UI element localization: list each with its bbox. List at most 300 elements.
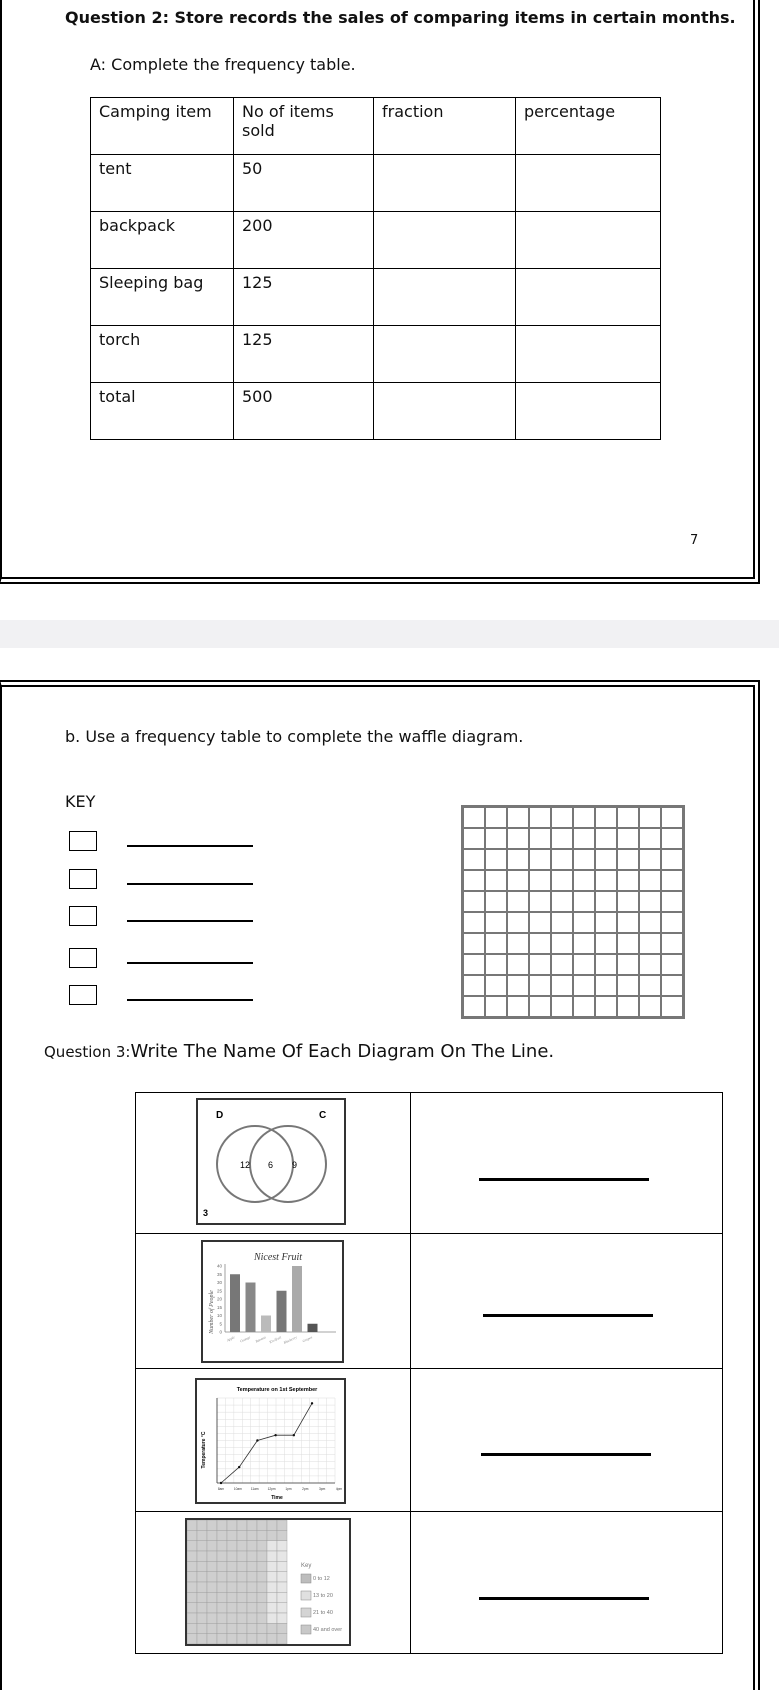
pictogram-diagram [185,1518,351,1646]
waffle-cell[interactable] [617,891,639,912]
waffle-cell[interactable] [639,975,661,996]
frequency-table [90,97,661,440]
bar-category-label: Apple [226,1335,236,1343]
sold-cell: 125 [234,269,374,326]
key-color-box[interactable] [69,869,97,889]
waffle-cell[interactable] [551,870,573,891]
temperature-point [220,1482,222,1484]
pictogram-cell [247,1561,257,1571]
pictogram-cell [277,1613,287,1623]
waffle-cell[interactable] [551,954,573,975]
waffle-cell[interactable] [617,807,639,828]
bar-category-label: Grapes [301,1335,313,1344]
pictogram-cell [257,1634,267,1644]
venn-value-both: 6 [268,1160,274,1170]
waffle-cell[interactable] [529,912,551,933]
waffle-cell[interactable] [507,891,529,912]
temperature-point [274,1434,276,1436]
waffle-cell[interactable] [661,828,683,849]
waffle-cell[interactable] [507,828,529,849]
bar-banana [261,1316,271,1333]
waffle-cell[interactable] [661,807,683,828]
pictogram-cell [207,1520,217,1530]
pictogram-cell [247,1613,257,1623]
pictogram-cell [187,1541,197,1551]
waffle-cell[interactable] [551,933,573,954]
waffle-cell[interactable] [507,975,529,996]
bar-y-tick: 0 [219,1329,222,1335]
percentage-cell[interactable] [516,326,661,383]
key-answer-line[interactable] [127,883,253,885]
pictogram-cell [227,1592,237,1602]
key-answer-line[interactable] [127,999,253,1001]
table-row [91,383,661,440]
pictogram-key-swatch [301,1574,311,1583]
waffle-cell[interactable] [551,807,573,828]
pictogram-cell [217,1603,227,1613]
key-color-box[interactable] [69,831,97,851]
waffle-cell[interactable] [463,954,485,975]
pictogram-cell [187,1582,197,1592]
waffle-cell[interactable] [485,954,507,975]
header-items-sold: No of items sold [234,98,374,155]
item-cell: backpack [91,212,234,269]
item-cell: total [91,383,234,440]
percentage-cell[interactable] [516,269,661,326]
line-graph [195,1378,346,1504]
waffle-cell[interactable] [485,828,507,849]
bar-y-tick: 35 [216,1271,222,1277]
pictogram-cell [247,1592,257,1602]
pictogram-cell [207,1592,217,1602]
pictogram-cell [267,1541,277,1551]
pictogram-cell [217,1634,227,1644]
waffle-cell[interactable] [639,870,661,891]
table-row [91,155,661,212]
waffle-cell[interactable] [463,849,485,870]
fraction-cell[interactable] [374,269,516,326]
pictogram-cell [247,1551,257,1561]
pictogram-cell [257,1551,267,1561]
pictogram-key-item: 13 to 20 [313,1593,333,1599]
pictogram-cell [257,1603,267,1613]
page-separator [0,620,779,648]
part-b-instruction: b. Use a frequency table to complete the waffle diagram. [65,727,524,746]
waffle-cell[interactable] [463,933,485,954]
bar-y-tick: 5 [219,1321,222,1327]
pictogram-cell [277,1623,287,1633]
pictogram-cell [247,1634,257,1644]
bar-y-tick: 10 [216,1313,222,1318]
pictogram-cell [237,1623,247,1633]
line-x-tick: 10am [233,1487,242,1491]
bar-kiwifruit [277,1291,287,1332]
venn-label-c: C [319,1110,327,1121]
pictogram-cell [217,1541,227,1551]
pictogram-cell [227,1561,237,1571]
pictogram-cell [247,1582,257,1592]
sold-cell: 125 [234,326,374,383]
temperature-point [293,1434,295,1436]
line-x-tick: 4pm [335,1487,343,1491]
page-number: 7 [690,533,699,548]
pictogram-cell [187,1551,197,1561]
waffle-cell[interactable] [617,828,639,849]
item-cell: torch [91,326,234,383]
pictogram-cell [237,1634,247,1644]
pictogram-cell [247,1623,257,1633]
pictogram-cell [217,1520,227,1530]
waffle-cell[interactable] [485,891,507,912]
waffle-cell[interactable] [573,996,595,1017]
pictogram-cell [257,1520,267,1530]
pictogram-cell [257,1530,267,1540]
pictogram-cell [247,1520,257,1530]
bar-y-tick: 40 [216,1263,222,1269]
pictogram-cell [227,1572,237,1582]
answer-line-bar[interactable] [483,1314,653,1317]
pictogram-cell [237,1582,247,1592]
waffle-cell[interactable] [573,912,595,933]
bar-category-label: Banana [254,1335,267,1344]
pictogram-cell [277,1551,287,1561]
bar-y-tick: 30 [216,1280,222,1285]
pictogram-cell [237,1613,247,1623]
pictogram-cell [197,1530,207,1540]
waffle-cell[interactable] [507,849,529,870]
pictogram-cell [197,1623,207,1633]
pictogram-cell [237,1592,247,1602]
key-color-box[interactable] [69,985,97,1005]
fraction-cell[interactable] [374,383,516,440]
key-answer-line[interactable] [127,845,253,847]
pictogram-cell [267,1582,277,1592]
pictogram-cell [207,1572,217,1582]
bar-blueberry [292,1266,302,1332]
header-percentage: percentage [516,98,661,155]
pictogram-cell [197,1613,207,1623]
pictogram-cell [227,1520,237,1530]
pictogram-cell [267,1561,277,1571]
waffle-cell[interactable] [661,975,683,996]
fraction-cell[interactable] [374,212,516,269]
waffle-cell[interactable] [595,870,617,891]
waffle-cell[interactable] [529,891,551,912]
pictogram-cell [277,1561,287,1571]
pictogram-cell [227,1541,237,1551]
waffle-cell[interactable] [529,975,551,996]
pictogram-cell [257,1592,267,1602]
pictogram-cell [197,1603,207,1613]
waffle-cell[interactable] [507,996,529,1017]
venn-value-d-only: 12 [240,1160,251,1170]
pictogram-cell [237,1603,247,1613]
pictogram-cell [227,1623,237,1633]
line-x-tick: 3pm [319,1487,326,1491]
pictogram-cell [247,1530,257,1540]
table-header-row [91,98,661,155]
answer-line-line[interactable] [481,1453,651,1456]
pictogram-key-swatch [301,1608,311,1617]
waffle-cell[interactable] [507,933,529,954]
waffle-cell[interactable] [551,891,573,912]
pictogram-key-item: 40 and over [313,1627,343,1633]
waffle-cell[interactable] [639,807,661,828]
pictogram-cell [257,1541,267,1551]
waffle-cell[interactable] [595,933,617,954]
waffle-cell[interactable] [617,849,639,870]
pictogram-cell [237,1530,247,1540]
bar-chart-ylabel: Number of People [209,1290,215,1334]
waffle-cell[interactable] [595,954,617,975]
pictogram-cell [197,1520,207,1530]
waffle-cell[interactable] [639,912,661,933]
percentage-cell[interactable] [516,155,661,212]
key-answer-line[interactable] [127,920,253,922]
bar-grapes [308,1324,318,1332]
waffle-cell[interactable] [507,807,529,828]
pictogram-cell [257,1623,267,1633]
pictogram-cell [197,1551,207,1561]
waffle-cell[interactable] [617,996,639,1017]
pictogram-cell [187,1572,197,1582]
waffle-cell[interactable] [485,807,507,828]
waffle-cell[interactable] [529,870,551,891]
waffle-cell[interactable] [573,933,595,954]
waffle-cell[interactable] [573,954,595,975]
pictogram-cell [207,1561,217,1571]
pictogram-cell [257,1561,267,1571]
waffle-cell[interactable] [507,870,529,891]
key-answer-line[interactable] [127,962,253,964]
pictogram-key-item: 0 to 12 [313,1576,330,1582]
line-graph-svg [197,1380,344,1502]
pictogram-cell [207,1582,217,1592]
line-x-tick: 11am [250,1487,259,1491]
waffle-cell[interactable] [639,954,661,975]
waffle-cell[interactable] [661,954,683,975]
temperature-series-line [221,1403,312,1483]
pictogram-cell [247,1603,257,1613]
waffle-cell[interactable] [639,891,661,912]
answer-line-pictogram[interactable] [479,1597,649,1600]
waffle-cell[interactable] [463,891,485,912]
question-3-heading [44,1041,554,1062]
pictogram-svg [187,1520,349,1644]
waffle-cell[interactable] [639,933,661,954]
pictogram-cell [227,1530,237,1540]
venn-svg [198,1100,344,1223]
waffle-cell[interactable] [639,828,661,849]
waffle-cell[interactable] [463,975,485,996]
waffle-cell[interactable] [463,912,485,933]
question-2-title: Question 2: Store records the sales of comparing items in certain months. [65,8,736,27]
pictogram-key-swatch [301,1591,311,1600]
pictogram-cell [217,1572,227,1582]
line-graph-ylabel: Temperature °C [201,1431,207,1469]
waffle-cell[interactable] [661,870,683,891]
waffle-cell[interactable] [573,849,595,870]
pictogram-cell [197,1582,207,1592]
waffle-cell[interactable] [463,996,485,1017]
pictogram-cell [217,1623,227,1633]
pictogram-cell [227,1603,237,1613]
pictogram-key-title: Key [301,1563,312,1569]
question-3-text: Write The Name Of Each Diagram On The Line. [130,1041,555,1062]
waffle-cell[interactable] [529,996,551,1017]
waffle-cell[interactable] [661,891,683,912]
bar-y-tick: 15 [216,1304,222,1310]
bar-chart-title: Nicest Fruit [253,1252,303,1263]
waffle-cell[interactable] [573,870,595,891]
fraction-cell[interactable] [374,326,516,383]
waffle-cell[interactable] [617,954,639,975]
pictogram-cell [207,1530,217,1540]
line-x-tick: 8am [217,1487,225,1491]
waffle-cell[interactable] [595,996,617,1017]
waffle-cell[interactable] [573,828,595,849]
waffle-cell[interactable] [551,828,573,849]
sold-cell: 50 [234,155,374,212]
waffle-cell[interactable] [573,975,595,996]
waffle-cell[interactable] [529,828,551,849]
pictogram-cell [197,1592,207,1602]
pictogram-cell [227,1582,237,1592]
waffle-cell[interactable] [551,849,573,870]
waffle-cell[interactable] [617,912,639,933]
bar-apple [230,1274,240,1332]
bar-orange [246,1283,256,1333]
pictogram-cell [277,1572,287,1582]
pictogram-cell [267,1603,277,1613]
waffle-cell[interactable] [595,807,617,828]
pictogram-key-item: 21 to 40 [313,1610,333,1616]
pictogram-cell [227,1551,237,1561]
pictogram-cell [267,1530,277,1540]
sold-cell: 200 [234,212,374,269]
waffle-cell[interactable] [485,870,507,891]
waffle-cell[interactable] [485,996,507,1017]
bar-category-label: Blueberry [283,1335,298,1345]
percentage-cell[interactable] [516,212,661,269]
pictogram-cell [277,1541,287,1551]
pictogram-cell [187,1592,197,1602]
waffle-cell[interactable] [595,828,617,849]
fraction-cell[interactable] [374,155,516,212]
temperature-point [311,1402,313,1404]
diagram-row-venn [136,1093,723,1234]
waffle-cell[interactable] [529,807,551,828]
pictogram-cell [187,1613,197,1623]
waffle-cell[interactable] [463,807,485,828]
waffle-cell[interactable] [617,975,639,996]
line-graph-title: Temperature on 1st September [236,1387,318,1393]
waffle-cell[interactable] [595,891,617,912]
waffle-cell[interactable] [485,912,507,933]
waffle-cell[interactable] [485,849,507,870]
part-a-instruction: A: Complete the frequency table. [90,55,356,74]
waffle-cell[interactable] [639,996,661,1017]
pictogram-cell [207,1613,217,1623]
waffle-cell[interactable] [661,912,683,933]
pictogram-cell [267,1520,277,1530]
pictogram-cell [267,1592,277,1602]
diagram-row-line [136,1369,723,1512]
waffle-cell[interactable] [507,954,529,975]
waffle-cell[interactable] [485,933,507,954]
waffle-cell[interactable] [551,996,573,1017]
waffle-cell[interactable] [463,828,485,849]
waffle-cell[interactable] [551,975,573,996]
key-color-box[interactable] [69,906,97,926]
venn-circle-d [217,1126,293,1202]
line-graph-xlabel: Time [271,1495,283,1501]
pictogram-cell [267,1613,277,1623]
pictogram-cell [197,1561,207,1571]
waffle-cell[interactable] [573,807,595,828]
pictogram-cell [237,1541,247,1551]
waffle-cell[interactable] [507,912,529,933]
waffle-cell[interactable] [485,975,507,996]
waffle-cell[interactable] [661,933,683,954]
venn-circle-c [250,1126,326,1202]
waffle-cell[interactable] [595,912,617,933]
pictogram-cell [217,1561,227,1571]
waffle-cell[interactable] [661,996,683,1017]
pictogram-cell [257,1572,267,1582]
pictogram-cell [277,1592,287,1602]
pictogram-cell [277,1520,287,1530]
waffle-cell[interactable] [573,891,595,912]
bar-chart [201,1240,344,1363]
waffle-cell[interactable] [529,954,551,975]
pictogram-cell [277,1530,287,1540]
answer-line-venn[interactable] [479,1178,649,1181]
pictogram-cell [207,1551,217,1561]
waffle-cell[interactable] [463,870,485,891]
pictogram-cell [207,1634,217,1644]
table-row [91,326,661,383]
pictogram-cell [217,1592,227,1602]
pictogram-cell [277,1634,287,1644]
venn-value-outside: 3 [203,1208,209,1218]
waffle-diagram-grid[interactable] [461,805,685,1019]
pictogram-cell [247,1572,257,1582]
venn-label-d: D [216,1110,224,1121]
diagram-row-bar [136,1234,723,1369]
pictogram-cell [197,1541,207,1551]
percentage-cell[interactable] [516,383,661,440]
key-color-box[interactable] [69,948,97,968]
pictogram-cell [217,1582,227,1592]
line-x-tick: 12pm [267,1487,276,1491]
waffle-cell[interactable] [529,849,551,870]
pictogram-cell [207,1623,217,1633]
bar-y-tick: 25 [216,1288,222,1294]
waffle-cell[interactable] [617,870,639,891]
pictogram-cell [227,1634,237,1644]
pictogram-cell [197,1572,207,1582]
pictogram-cell [277,1582,287,1592]
waffle-cell[interactable] [617,933,639,954]
waffle-cell[interactable] [529,933,551,954]
waffle-cell[interactable] [661,849,683,870]
waffle-cell[interactable] [639,849,661,870]
waffle-cell[interactable] [595,975,617,996]
pictogram-cell [187,1603,197,1613]
waffle-cell[interactable] [595,849,617,870]
waffle-cell[interactable] [551,912,573,933]
